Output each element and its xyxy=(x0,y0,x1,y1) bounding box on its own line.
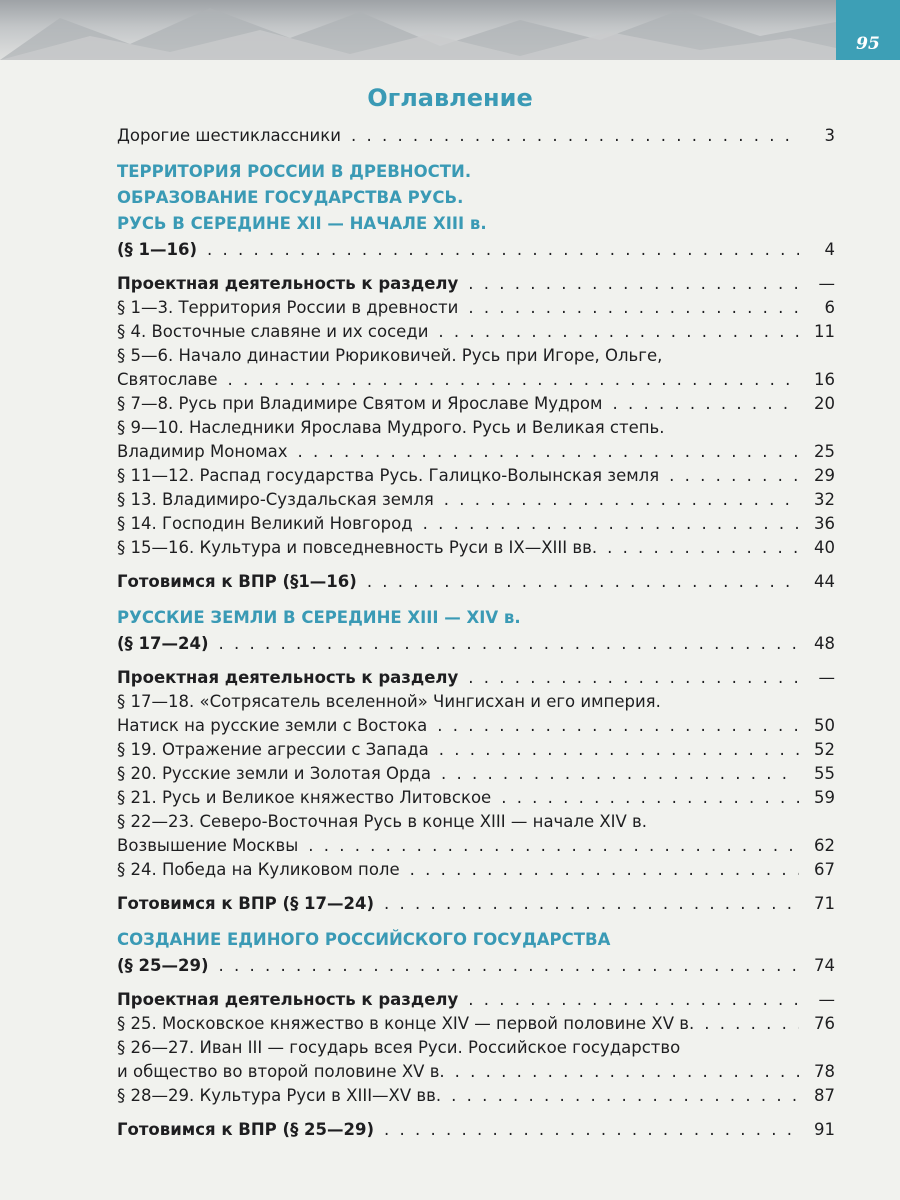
toc-entry-page: 11 xyxy=(814,322,835,341)
toc-entry-text: § 13. Владимиро-Суздальская земля xyxy=(117,490,434,509)
toc-entry-text: § 11—12. Распад государства Русь. Галицко-Волынская земля xyxy=(117,466,660,485)
toc-entry-text: § 25. Московское княжество в конце XIV — первой половине XV в. xyxy=(117,1014,695,1033)
toc-entry-intro[interactable] xyxy=(117,124,835,148)
leader-dots xyxy=(384,1118,799,1142)
toc-entry-text: Проектная деятельность к разделу xyxy=(117,990,459,1009)
toc-entry-page: 25 xyxy=(814,442,835,461)
toc-entry-p4[interactable] xyxy=(117,320,835,344)
toc-entry-page: 32 xyxy=(814,490,835,509)
toc-entry-p7-8[interactable] xyxy=(117,392,835,416)
leader-dots xyxy=(441,762,799,786)
toc-entry-text: § 14. Господин Великий Новгород xyxy=(117,514,413,533)
toc-entry-text: § 15—16. Культура и повседневность Руси в IX—XIII вв. xyxy=(117,538,598,557)
toc-entry-p5-6-line-1[interactable]: § 5—6. Начало династии Рюриковичей. Русь при Игоре, Ольге, xyxy=(117,346,663,365)
toc-entry-section-1-range[interactable] xyxy=(117,238,835,262)
leader-dots xyxy=(437,714,799,738)
leader-dots xyxy=(439,738,799,762)
leader-dots xyxy=(351,124,799,148)
section-heading-2: РУССКИЕ ЗЕМЛИ В СЕРЕДИНЕ XIII — XIV в. xyxy=(117,608,521,627)
leader-dots xyxy=(367,570,799,594)
toc-entry-page: 59 xyxy=(814,788,835,807)
toc-entry-p25[interactable] xyxy=(117,1012,835,1036)
toc-entry-text: Владимир Мономах xyxy=(117,442,288,461)
toc-entry-text: § 19. Отражение агрессии с Запада xyxy=(117,740,429,759)
leader-dots xyxy=(308,834,799,858)
toc-entry-page: 74 xyxy=(814,956,835,975)
toc-entry-p24[interactable] xyxy=(117,858,835,882)
toc-entry-text: § 7—8. Русь при Владимире Святом и Ярославе Мудром xyxy=(117,394,603,413)
toc-entry-p17-18[interactable] xyxy=(117,714,835,738)
toc-entry-page: 6 xyxy=(824,298,835,317)
toc-entry-text: § 21. Русь и Великое княжество Литовское xyxy=(117,788,492,807)
leader-dots xyxy=(444,488,799,512)
toc-entry-page: 29 xyxy=(814,466,835,485)
toc-entry-section-2-vpr[interactable] xyxy=(117,892,835,916)
leader-dots xyxy=(207,238,799,262)
toc-entry-p26-27[interactable] xyxy=(117,1060,835,1084)
toc-entry-page: 67 xyxy=(814,860,835,879)
toc-entry-section-3-project[interactable] xyxy=(117,988,835,1012)
section-heading-3: СОЗДАНИЕ ЕДИНОГО РОССИЙСКОГО ГОСУДАРСТВА xyxy=(117,930,611,949)
toc-entry-section-1-vpr[interactable] xyxy=(117,570,835,594)
toc-entry-text: Готовимся к ВПР (§1—16) xyxy=(117,572,357,591)
toc-entry-page: — xyxy=(818,668,835,687)
leader-dots xyxy=(384,892,799,916)
toc-entry-text: § 28—29. Культура Руси в XIII—XV вв. xyxy=(117,1086,442,1105)
leader-dots xyxy=(423,512,799,536)
toc-entry-text: § 20. Русские земли и Золотая Орда xyxy=(117,764,431,783)
toc-entry-page: 91 xyxy=(814,1120,835,1139)
toc-entry-section-2-range[interactable] xyxy=(117,632,835,656)
toc-entry-page: 3 xyxy=(824,126,835,145)
section-heading-1-line-2: ОБРАЗОВАНИЕ ГОСУДАРСТВА РУСЬ. xyxy=(117,188,464,207)
leader-dots xyxy=(704,1012,799,1036)
toc-entry-text: и общество во второй половине XV в. xyxy=(117,1062,445,1081)
header-photo-strip xyxy=(0,0,900,60)
toc-entry-p9-10[interactable] xyxy=(117,440,835,464)
toc-entry-text: (§ 25—29) xyxy=(117,956,209,975)
toc-entry-text: Святославе xyxy=(117,370,218,389)
toc-entry-p17-18-line-1[interactable]: § 17—18. «Сотрясатель вселенной» Чингисхан и его империя. xyxy=(117,692,661,711)
toc-entry-page: 36 xyxy=(814,514,835,533)
toc-entry-page: 4 xyxy=(824,240,835,259)
toc-entry-p28-29[interactable] xyxy=(117,1084,835,1108)
leader-dots xyxy=(410,858,799,882)
toc-entry-page: — xyxy=(818,990,835,1009)
toc-entry-page: — xyxy=(818,274,835,293)
leader-dots xyxy=(455,1060,799,1084)
leader-dots xyxy=(438,320,799,344)
toc-entry-page: 71 xyxy=(814,894,835,913)
toc-entry-page: 55 xyxy=(814,764,835,783)
toc-entry-p22-23[interactable] xyxy=(117,834,835,858)
toc-entry-section-1-project[interactable] xyxy=(117,272,835,296)
toc-entry-page: 87 xyxy=(814,1086,835,1105)
toc-entry-p1-3[interactable] xyxy=(117,296,835,320)
toc-entry-p14[interactable] xyxy=(117,512,835,536)
leader-dots xyxy=(607,536,799,560)
leader-dots xyxy=(468,988,799,1012)
toc-entry-text: Готовимся к ВПР (§ 25—29) xyxy=(117,1120,375,1139)
toc-entry-p9-10-line-1[interactable]: § 9—10. Наследники Ярослава Мудрого. Русь и Великая степь. xyxy=(117,418,665,437)
toc-entry-text: § 24. Победа на Куликовом поле xyxy=(117,860,400,879)
leader-dots xyxy=(219,954,800,978)
toc-entry-page: 50 xyxy=(814,716,835,735)
toc-entry-text: Возвышение Москвы xyxy=(117,836,299,855)
section-heading-1-line-3: РУСЬ В СЕРЕДИНЕ XII — НАЧАЛЕ XIII в. xyxy=(117,214,487,233)
toc-entry-page: 76 xyxy=(814,1014,835,1033)
page-number: 95 xyxy=(856,34,880,54)
toc-entry-page: 44 xyxy=(814,572,835,591)
toc-entry-text: § 1—3. Территория России в древности xyxy=(117,298,459,317)
toc-entry-p13[interactable] xyxy=(117,488,835,512)
toc-entry-section-3-range[interactable] xyxy=(117,954,835,978)
toc-entry-text: Натиск на русские земли с Востока xyxy=(117,716,428,735)
leader-dots xyxy=(468,272,799,296)
toc-entry-page: 40 xyxy=(814,538,835,557)
leader-dots xyxy=(612,392,799,416)
toc-entry-text: § 4. Восточные славяне и их соседи xyxy=(117,322,429,341)
toc-entry-p26-27-line-1[interactable]: § 26—27. Иван III — государь всея Руси. Российское государство xyxy=(117,1038,681,1057)
toc-entry-text: Готовимся к ВПР (§ 17—24) xyxy=(117,894,375,913)
leader-dots xyxy=(501,786,799,810)
toc-entry-text: Дорогие шестиклассники xyxy=(117,126,341,145)
toc-title: Оглавление xyxy=(367,84,533,112)
toc-entry-text: (§ 1—16) xyxy=(117,240,198,259)
toc-entry-text: (§ 17—24) xyxy=(117,634,209,653)
toc-entry-p22-23-line-1[interactable]: § 22—23. Северо-Восточная Русь в конце XIII — начале XIV в. xyxy=(117,812,648,831)
page-number-tab xyxy=(836,0,900,60)
toc-entry-p5-6[interactable] xyxy=(117,368,835,392)
leader-dots xyxy=(298,440,799,464)
toc-entry-page: 62 xyxy=(814,836,835,855)
leader-dots xyxy=(219,632,800,656)
toc-entry-section-3-vpr[interactable] xyxy=(117,1118,835,1142)
section-heading-1-line-1: ТЕРРИТОРИЯ РОССИИ В ДРЕВНОСТИ. xyxy=(117,162,472,181)
leader-dots xyxy=(468,666,799,690)
toc-entry-page: 52 xyxy=(814,740,835,759)
leader-dots xyxy=(669,464,799,488)
toc-entry-p20[interactable] xyxy=(117,762,835,786)
toc-entry-p15-16[interactable] xyxy=(117,536,835,560)
leader-dots xyxy=(227,368,799,392)
toc-entry-page: 16 xyxy=(814,370,835,389)
header-photo-icon xyxy=(0,0,836,60)
toc-entry-page: 20 xyxy=(814,394,835,413)
toc-entry-section-2-project[interactable] xyxy=(117,666,835,690)
toc-entry-page: 78 xyxy=(814,1062,835,1081)
toc-entry-p21[interactable] xyxy=(117,786,835,810)
toc-entry-p11-12[interactable] xyxy=(117,464,835,488)
toc-entry-text: Проектная деятельность к разделу xyxy=(117,668,459,687)
leader-dots xyxy=(468,296,799,320)
toc-entry-text: Проектная деятельность к разделу xyxy=(117,274,459,293)
toc-entry-page: 48 xyxy=(814,634,835,653)
toc-entry-p19[interactable] xyxy=(117,738,835,762)
leader-dots xyxy=(451,1084,799,1108)
